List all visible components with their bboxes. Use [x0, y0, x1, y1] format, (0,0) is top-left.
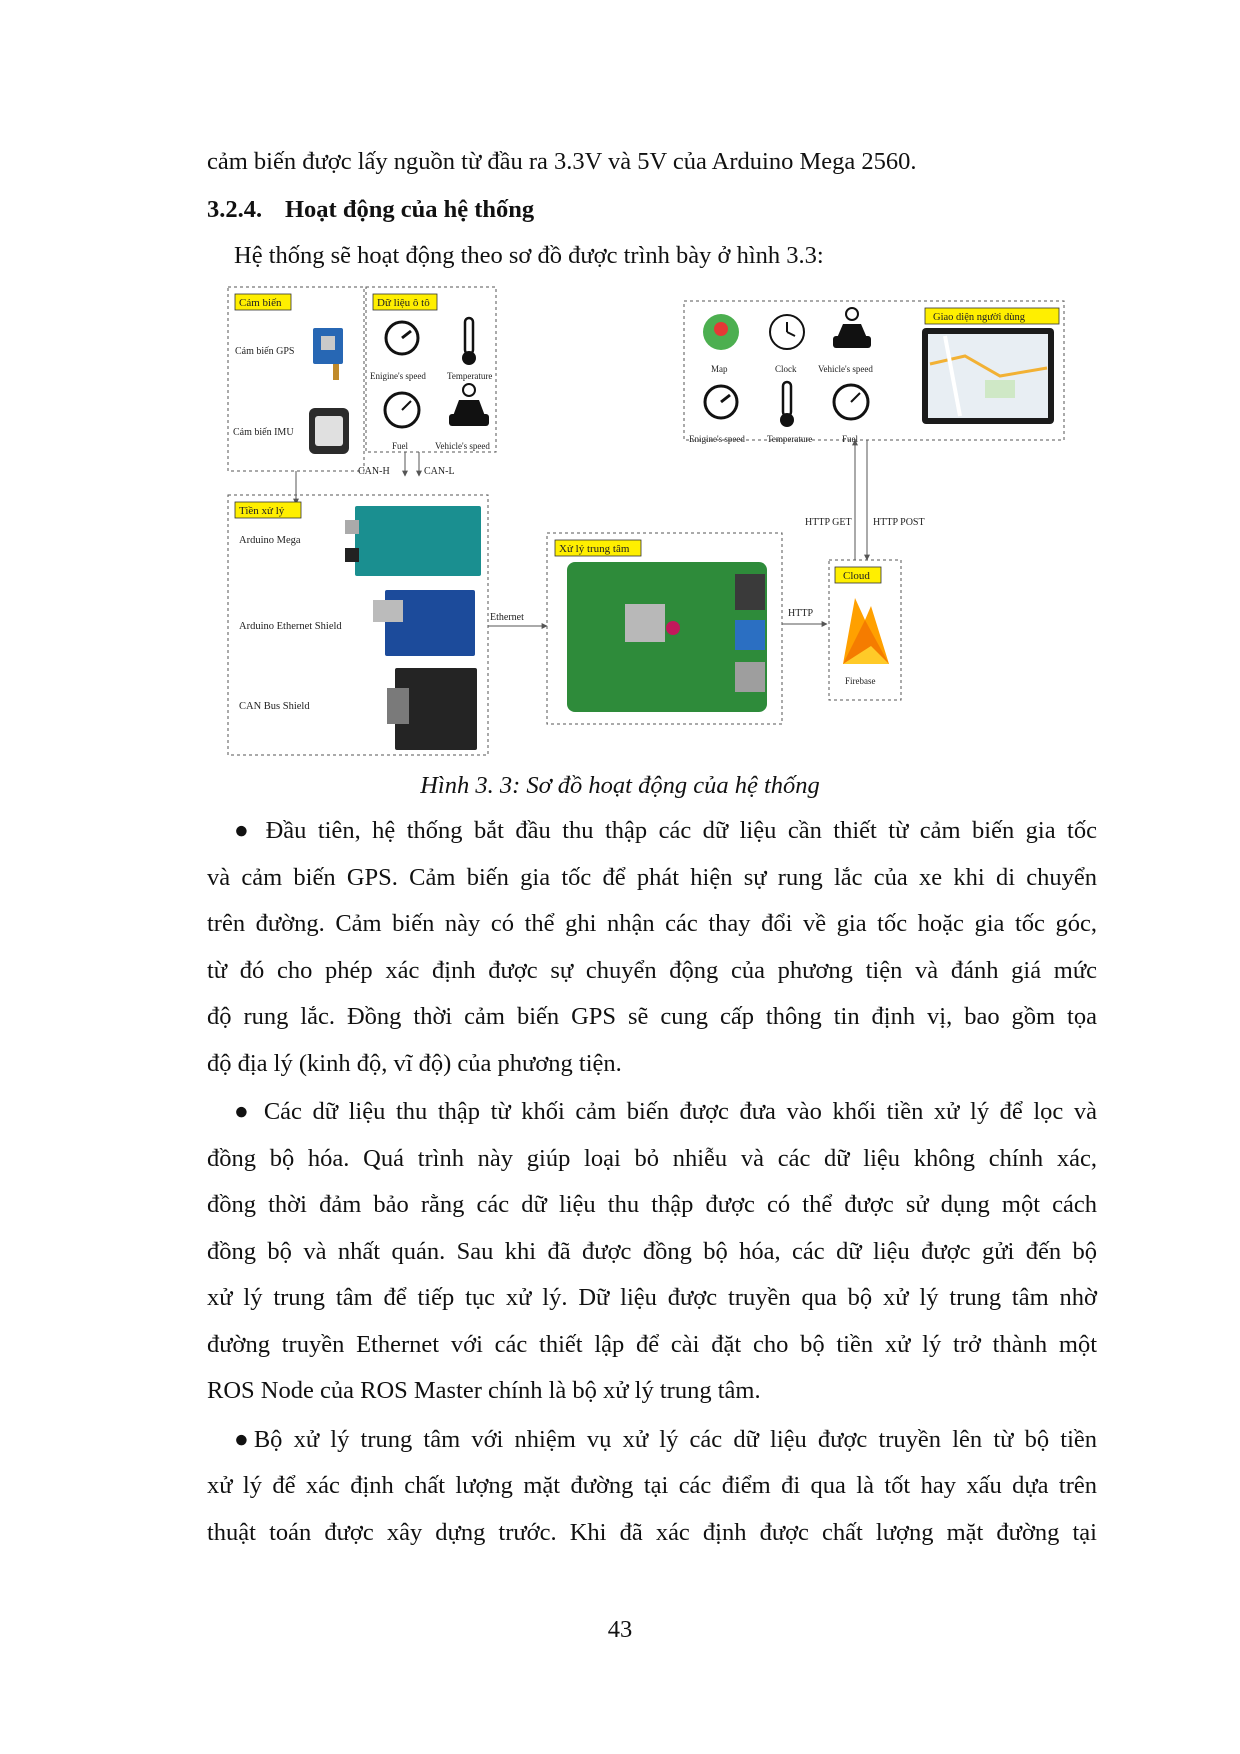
ui-fuel-gauge-icon	[834, 385, 868, 419]
can-l-label: CAN-L	[424, 466, 455, 477]
gps-label: Cảm biến GPS	[235, 346, 295, 357]
p1-line-5: độ rung lắc. Đồng thời cảm biến GPS sẽ cung cấp thông tin định vị, bao gồm tọa	[207, 1003, 1097, 1030]
preprocess-title: Tiền xử lý	[239, 505, 285, 517]
ui-engine-label: Enigine's speed	[689, 434, 745, 444]
central-title: Xử lý trung tâm	[559, 543, 630, 555]
firebase-label: Firebase	[845, 676, 876, 686]
fuel-gauge-icon	[385, 393, 419, 427]
thermometer-icon	[462, 318, 476, 365]
ethernet-label: Ethernet	[490, 612, 524, 623]
preprocess-block	[228, 495, 488, 755]
cloud-title: Cloud	[843, 570, 870, 582]
ui-thermometer-icon	[780, 382, 794, 427]
ethernet-shield-image	[373, 590, 475, 656]
p1-line-1: ● Đầu tiên, hệ thống bắt đầu thu thập các dữ liệu cần thiết từ cảm biến gia tốc	[234, 817, 1097, 844]
ui-vehicle-label: Vehicle's speed	[818, 364, 873, 374]
p3-line-3: thuật toán được xây dựng trước. Khi đã xác định được chất lượng mặt đường tại	[207, 1519, 1097, 1546]
ethernet-shield-label: Arduino Ethernet Shield	[239, 621, 342, 632]
ui-clock-label: Clock	[775, 364, 797, 374]
section-number: 3.2.4.	[207, 196, 263, 223]
p2-line-1: ● Các dữ liệu thu thập từ khối cảm biến được đưa vào khối tiền xử lý để lọc và	[234, 1098, 1097, 1125]
section-title: Hoạt động của hệ thống	[285, 196, 535, 223]
p2-line-6: đường truyền Ethernet với các thiết lập để cài đặt cho bộ tiền xử lý trở thành một	[207, 1331, 1097, 1358]
car-fuel-label: Fuel	[392, 441, 409, 451]
raspberry-pi-image	[567, 562, 767, 712]
arduino-mega-label: Arduino Mega	[239, 535, 301, 546]
http-get-label: HTTP GET	[805, 517, 852, 528]
firebase-logo	[843, 598, 889, 664]
gps-module-image	[313, 328, 343, 380]
tablet-map-image	[922, 328, 1054, 424]
p2-line-7: ROS Node của ROS Master chính là bộ xử lý trung tâm.	[207, 1377, 761, 1404]
http-post-label: HTTP POST	[873, 517, 925, 528]
can-h-label: CAN-H	[358, 466, 390, 477]
http-label: HTTP	[788, 608, 813, 619]
ui-title: Giao diện người dùng	[933, 312, 1026, 323]
car-temperature-label: Temperature	[447, 371, 493, 381]
ui-car-icon	[833, 308, 871, 348]
cloud-block	[829, 560, 901, 700]
clock-icon	[770, 315, 804, 349]
page-number: 43	[607, 1616, 633, 1643]
p2-line-3: đồng thời đảm bảo rằng các dữ liệu thu thập được có thể được sử dụng một cách	[207, 1191, 1097, 1218]
p1-line-3: trên đường. Cảm biến này có thể ghi nhận các thay đổi về gia tốc hoặc gia tốc góc,	[207, 910, 1097, 937]
imu-label: Cảm biến IMU	[233, 427, 294, 438]
section-heading	[207, 196, 534, 224]
intro-line: cảm biến được lấy nguồn từ đầu ra 3.3V và 5V của Arduino Mega 2560.	[207, 148, 917, 175]
can-shield-label: CAN Bus Shield	[239, 701, 310, 712]
ui-temperature-label: Temperature	[767, 434, 813, 444]
p3-line-1: ●Bộ xử lý trung tâm với nhiệm vụ xử lý các dữ liệu được truyền lên từ bộ tiền	[234, 1426, 1097, 1453]
ui-fuel-label: Fuel	[842, 434, 859, 444]
p2-line-2: đồng bộ hóa. Quá trình này giúp loại bỏ nhiễu và các dữ liệu không chính xác,	[207, 1145, 1097, 1172]
central-block	[547, 533, 782, 724]
p2-line-5: xử lý trung tâm để tiếp tục xử lý. Dữ liệu được truyền qua bộ xử lý trung tâm nhờ	[207, 1284, 1097, 1311]
car-engine-label: Enigine's speed	[370, 371, 426, 381]
sensors-title: Cảm biến	[239, 297, 282, 309]
figure-caption: Hình 3. 3: Sơ đồ hoạt động của hệ thống	[420, 772, 820, 799]
map-pin-icon	[703, 314, 739, 350]
p1-line-4: từ đó cho phép xác định được sự chuyển động của phương tiện và đánh giá mức	[207, 957, 1097, 984]
p2-line-4: đồng bộ và nhất quán. Sau khi đã được đồng bộ hóa, các dữ liệu được gửi đến bộ	[207, 1238, 1097, 1265]
car-icon	[449, 384, 489, 426]
can-shield-image	[387, 668, 477, 750]
p3-line-2: xử lý để xác định chất lượng mặt đường tại các điểm đi qua là tốt hay xấu dựa trên	[207, 1472, 1097, 1499]
p1-line-2: và cảm biến GPS. Cảm biến gia tốc để phát hiện sự rung lắc của xe khi di chuyển	[207, 864, 1097, 891]
ui-map-label: Map	[711, 364, 728, 374]
ui-speedometer-icon	[705, 386, 737, 418]
p1-line-6: độ địa lý (kinh độ, vĩ độ) của phương tiện.	[207, 1050, 622, 1077]
imu-module-image	[309, 408, 349, 454]
sensors-block	[228, 287, 364, 471]
car-data-title: Dữ liệu ô tô	[377, 297, 430, 309]
arduino-mega-image	[345, 506, 481, 576]
ui-block	[684, 301, 1064, 444]
car-vehicle-label: Vehicle's speed	[435, 441, 490, 451]
speedometer-icon	[386, 322, 418, 354]
lead-sentence: Hệ thống sẽ hoạt động theo sơ đồ được trình bày ở hình 3.3:	[234, 242, 824, 269]
system-diagram	[225, 284, 1075, 758]
car-data-block	[366, 287, 496, 452]
